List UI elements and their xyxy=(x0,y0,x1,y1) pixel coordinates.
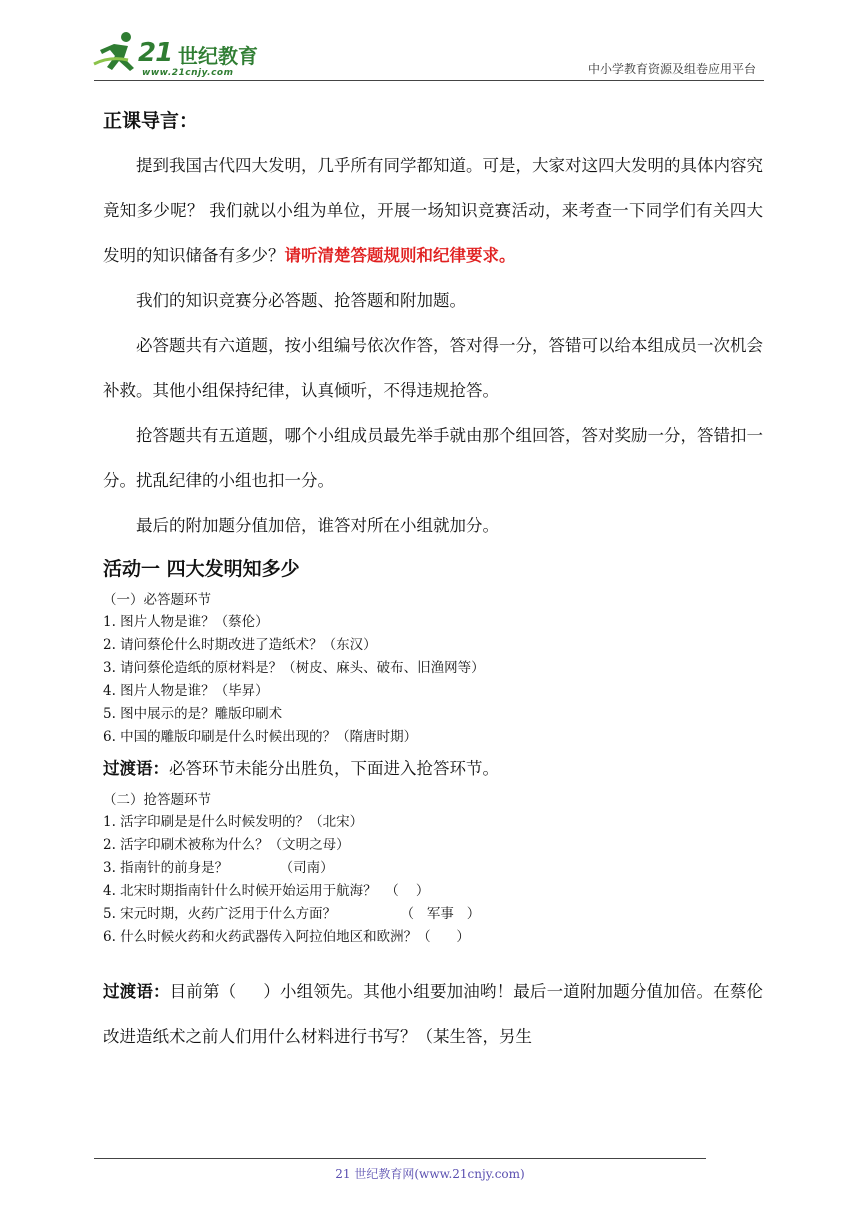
footer-text: 21 世纪教育网(www.21cnjy.com) xyxy=(335,1167,525,1181)
intro-title: 正课导言： xyxy=(103,110,199,132)
footer-divider xyxy=(94,1158,706,1159)
list-item: 3. 请问蔡伦造纸的原材料是？（树皮、麻头、破布、旧渔网等） xyxy=(103,660,485,676)
transition-2-label: 过渡语： xyxy=(103,982,170,1001)
list-item: 5. 图中展示的是？雕版印刷术 xyxy=(103,706,283,722)
list-item: 6. 什么时候火药和火药武器传入阿拉伯地区和欧洲？（ ） xyxy=(103,929,470,945)
transition-1-text: 必答环节未能分出胜负，下面进入抢答环节。 xyxy=(169,759,499,778)
transition-1-label: 过渡语： xyxy=(103,759,169,778)
intro-paragraph-1-text: 提到我国古代四大发明，几乎所有同学都知道。可是，大家对这四大发明的具体内容究竟知多少呢？ 我们就以小组为单位，开展一场知识竞赛活动，来考查一下同学们有关四大发明的知识储备有多少？ xyxy=(103,156,763,265)
logo xyxy=(92,30,262,80)
section-1-title: （一）必答题环节 xyxy=(103,592,211,608)
logo-number: 21 xyxy=(138,38,173,68)
header-tagline: 中小学教育资源及组卷应用平台 xyxy=(587,62,756,76)
intro-paragraph-1 xyxy=(103,143,763,278)
list-item: 6. 中国的雕版印刷是什么时候出现的？（隋唐时期） xyxy=(103,729,418,745)
section-1-questions xyxy=(103,611,763,749)
intro-paragraph-4: 抢答题共有五道题，哪个小组成员最先举手就由那个组回答，答对奖励一分，答错扣一分。扰乱纪律的小组也扣一分。 xyxy=(103,426,763,490)
rules-emphasis: 请听清楚答题规则和纪律要求。 xyxy=(284,246,516,265)
list-item: 2. 请问蔡伦什么时期改进了造纸术？（东汉） xyxy=(103,637,377,653)
intro-paragraph-3: 必答题共有六道题，按小组编号依次作答，答对得一分，答错可以给本组成员一次机会补救。其他小组保持纪律，认真倾听，不得违规抢答。 xyxy=(103,336,763,400)
list-item: 2. 活字印刷术被称为什么？（文明之母） xyxy=(103,837,350,853)
intro-paragraph-5: 最后的附加题分值加倍，谁答对所在小组就加分。 xyxy=(136,516,499,535)
list-item: 1. 活字印刷是是什么时候发明的？（北宋） xyxy=(103,814,364,830)
intro-paragraph-2: 我们的知识竞赛分必答题、抢答题和附加题。 xyxy=(136,291,466,310)
list-item: 1. 图片人物是谁？（蔡伦） xyxy=(103,614,269,630)
header-divider xyxy=(94,80,764,81)
section-2-questions xyxy=(103,811,763,949)
document-body xyxy=(103,100,763,1059)
activity-title: 活动一 四大发明知多少 xyxy=(103,558,300,580)
list-item: 4. 北宋时期指南针什么时候开始运用于航海？ （ ） xyxy=(103,883,430,899)
list-item: 4. 图片人物是谁？（毕昇） xyxy=(103,683,269,699)
transition-2 xyxy=(103,969,763,1059)
logo-url: www.21cnjy.com xyxy=(142,68,234,78)
list-item: 3. 指南针的前身是？ （司南） xyxy=(103,860,334,876)
page-header xyxy=(0,0,860,90)
transition-1 xyxy=(103,755,763,779)
transition-2-text: 目前第（ ）小组领先。其他小组要加油哟！最后一道附加题分值加倍。在蔡伦改进造纸术之前人们用什么材料进行书写？（某生答，另生 xyxy=(103,982,764,1046)
section-2-title: （二）抢答题环节 xyxy=(103,792,211,808)
logo-name: 世纪教育 xyxy=(178,44,258,68)
list-item: 5. 宋元时期，火药广泛用于什么方面？ （ 军事 ） xyxy=(103,906,481,922)
